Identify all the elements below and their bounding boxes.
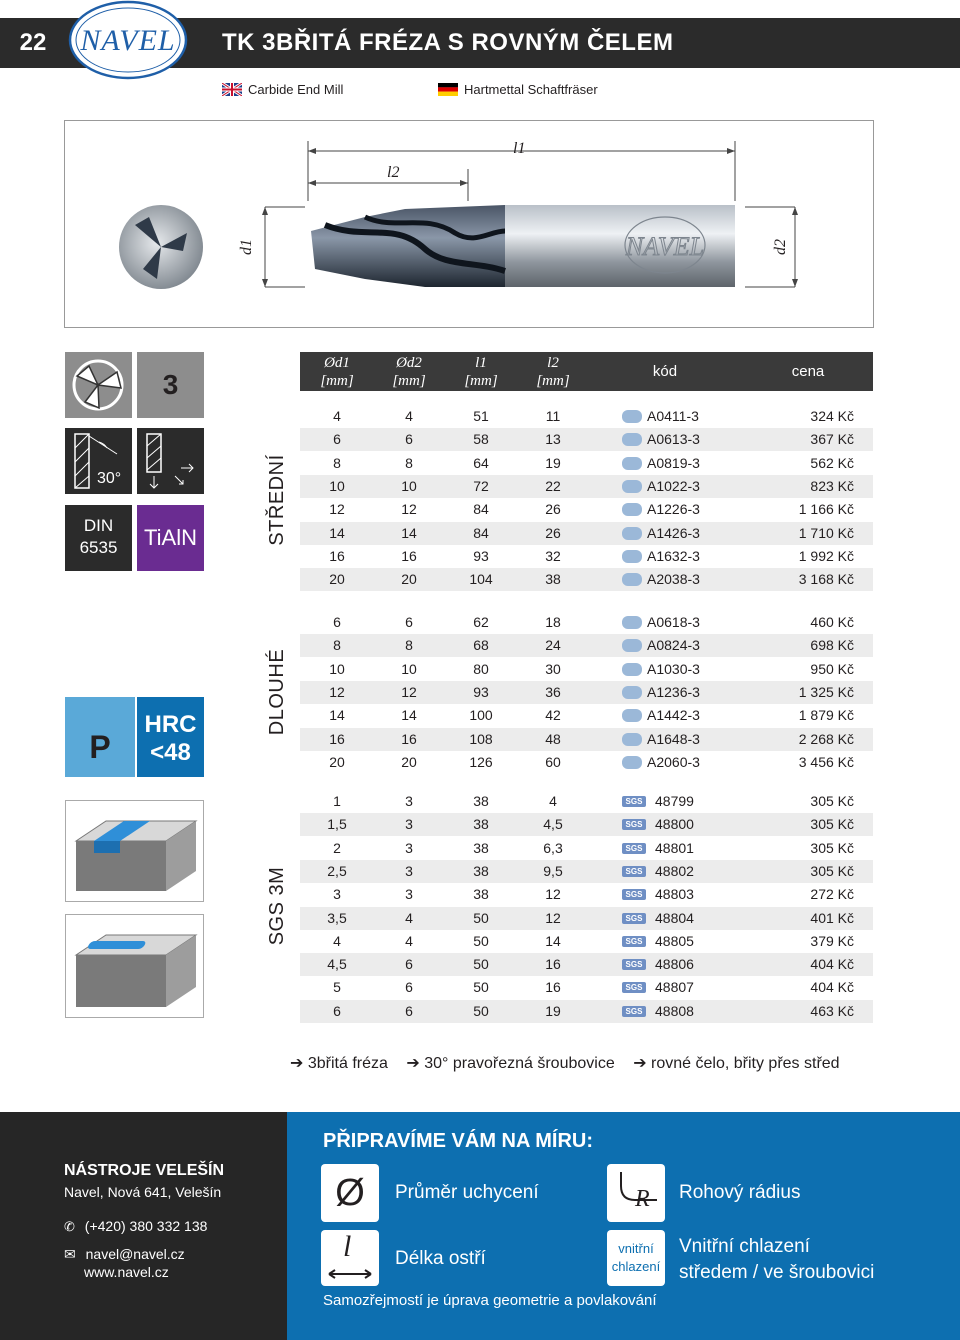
sgs-icon: SGS [622, 913, 646, 924]
cooling-label: Vnitřní chlazení středem / ve šroubovici [679, 1236, 875, 1283]
cell-d1: 14 [329, 707, 345, 724]
navel-icon [622, 527, 642, 540]
navel-icon [622, 457, 642, 470]
phone-icon: ✆ [64, 1219, 75, 1234]
cell-cena: 272 Kč [810, 886, 854, 903]
cell-l1: 100 [469, 707, 493, 724]
cell-d2: 3 [405, 793, 413, 809]
cell-d1: 5 [333, 979, 341, 996]
table-row [300, 611, 873, 634]
envelope-icon: ✉ [64, 1246, 76, 1262]
cell-kod: A0824-3 [647, 637, 700, 654]
cell-cena: 3 168 Kč [798, 571, 854, 588]
cell-d2: 6 [405, 431, 413, 448]
feature-item: 30° pravořezná šroubovice [424, 1055, 615, 1072]
cell-l2: 42 [545, 707, 561, 724]
cell-kod: A1226-3 [647, 501, 700, 518]
lang-de [438, 80, 598, 100]
company-address: Navel, Nová 641, Velešín [64, 1184, 222, 1200]
table-row [300, 837, 873, 860]
cell-l2: 16 [545, 979, 561, 996]
dim-d2: d2 [772, 239, 789, 255]
dim-l2: l2 [387, 164, 400, 181]
cell-l1: 38 [473, 793, 489, 809]
table-row [300, 860, 873, 883]
cell-d2: 10 [401, 660, 417, 677]
cell-l1: 93 [473, 683, 489, 700]
cell-l1: 108 [469, 730, 493, 747]
end-mill-image [311, 205, 735, 287]
slot-milling-icon [65, 800, 204, 902]
feature-item: rovné čelo, břity přes střed [651, 1055, 840, 1072]
cell-d1: 2,5 [327, 862, 347, 879]
page-header [0, 0, 960, 72]
page-title: TK 3BŘITÁ FRÉZA S ROVNÝM ČELEM [222, 29, 674, 56]
cell-l1: 38 [473, 862, 489, 879]
header-l1: l1 [mm] [464, 355, 498, 389]
cell-cena: 823 Kč [810, 477, 854, 494]
cell-l2: 13 [545, 431, 561, 448]
cell-cena: 404 Kč [810, 956, 854, 973]
header-l2: l2 [mm] [536, 355, 570, 389]
sgs-icon: SGS [622, 843, 646, 854]
cell-d1: 20 [329, 753, 345, 770]
cooling-icon: vnitřní chlazení [607, 1230, 665, 1286]
footer-custom [287, 1112, 960, 1340]
cell-l2: 12 [545, 909, 561, 926]
cell-l2: 6,3 [543, 839, 563, 856]
cell-l1: 68 [473, 637, 489, 654]
cell-kod: 48802 [655, 862, 694, 879]
cell-d2: 14 [401, 524, 417, 541]
cell-d2: 6 [405, 614, 413, 630]
table-row [300, 704, 873, 727]
table-row [300, 907, 873, 930]
cell-kod: A1632-3 [647, 547, 700, 564]
radius-icon: R [607, 1164, 665, 1222]
logo-text: NAVEL [80, 24, 176, 57]
dim-l1: l1 [513, 140, 526, 157]
cell-l2: 19 [545, 454, 561, 471]
table-row [300, 522, 873, 545]
navel-icon [622, 686, 642, 699]
phone-row [64, 1218, 207, 1235]
cell-l2: 26 [545, 501, 561, 518]
cell-d2: 8 [405, 637, 413, 654]
lang-en-label: Carbide End Mill [248, 82, 344, 97]
radius-label: Rohový rádius [679, 1182, 801, 1203]
cell-cena: 324 Kč [810, 408, 854, 424]
cell-cena: 3 456 Kč [798, 753, 854, 770]
shank-logo: NAVEL [625, 232, 705, 261]
cell-d2: 3 [405, 839, 413, 856]
cell-cena: 950 Kč [810, 660, 854, 677]
dim-d1: d1 [238, 239, 255, 255]
lang-de-label: Hartmettal Schaftfräser [464, 82, 598, 97]
cell-d1: 10 [329, 477, 345, 494]
cell-l1: 84 [473, 501, 489, 518]
cell-cena: 463 Kč [810, 1002, 854, 1019]
cell-l1: 64 [473, 454, 489, 471]
cell-d1: 16 [329, 730, 345, 747]
navel-icon [622, 480, 642, 493]
navel-icon [622, 733, 642, 746]
cell-d2: 6 [405, 956, 413, 973]
cell-l2: 4 [549, 793, 557, 809]
cell-kod: A2060-3 [647, 753, 700, 770]
table-row [300, 475, 873, 498]
cell-l1: 38 [473, 886, 489, 903]
cell-d1: 6 [333, 1002, 341, 1019]
cell-l1: 51 [473, 408, 489, 424]
cell-kod: A1426-3 [647, 524, 700, 541]
header-kod: kód [652, 363, 678, 380]
cell-l1: 84 [473, 524, 489, 541]
diameter-icon: Ø [321, 1164, 379, 1222]
cell-d1: 1,5 [327, 816, 347, 833]
table-row [300, 930, 873, 953]
cell-l1: 126 [469, 753, 493, 770]
cell-l1: 38 [473, 839, 489, 856]
uk-flag-icon [222, 82, 242, 95]
cell-l2: 36 [545, 683, 561, 700]
cell-cena: 460 Kč [810, 614, 854, 630]
cell-d1: 3,5 [327, 909, 347, 926]
material-group [65, 697, 135, 777]
table-row [300, 545, 873, 568]
table-row [300, 953, 873, 976]
sgs-icon: SGS [622, 796, 646, 807]
table-row [300, 452, 873, 475]
web-link[interactable]: www.navel.cz [84, 1264, 169, 1280]
sgs-icon: SGS [622, 819, 646, 830]
company-name: NÁSTROJE VELEŠÍN [64, 1162, 225, 1179]
cell-l1: 50 [473, 979, 489, 996]
cell-l2: 18 [545, 614, 561, 630]
cell-d2: 4 [405, 408, 413, 424]
cell-cena: 1 166 Kč [798, 501, 854, 518]
sgs-icon: SGS [622, 936, 646, 947]
cell-l1: 72 [473, 477, 489, 494]
feature-list [290, 1052, 930, 1076]
cell-kod: A0618-3 [647, 614, 700, 630]
cell-d2: 14 [401, 707, 417, 724]
cell-kod: A1236-3 [647, 683, 700, 700]
cell-d2: 20 [401, 571, 417, 588]
din-number: 6535 [79, 538, 118, 557]
hrc-label: HRC [144, 711, 197, 738]
sgs-icon: SGS [622, 889, 646, 900]
cell-kod: 48806 [655, 956, 694, 973]
navel-icon [622, 756, 642, 769]
cell-d1: 8 [333, 637, 341, 654]
cell-l1: 104 [469, 571, 493, 588]
page-number: 22 [19, 29, 47, 56]
cell-cena: 1 879 Kč [798, 707, 854, 724]
table-row [300, 1000, 873, 1023]
cell-d1: 4 [333, 932, 341, 949]
cell-d1: 12 [329, 501, 345, 518]
cell-kod: 48801 [655, 839, 694, 856]
cell-kod: A2038-3 [647, 571, 700, 588]
table-row [300, 976, 873, 999]
cell-kod: 48800 [655, 816, 694, 833]
table-row [300, 498, 873, 521]
helix-angle: 30° [97, 470, 122, 487]
footer-contact [0, 1112, 287, 1340]
german-flag-icon [438, 82, 458, 95]
cell-l2: 4,5 [543, 816, 563, 833]
cell-cena: 1 710 Kč [798, 524, 854, 541]
cell-d1: 3 [333, 886, 341, 903]
cell-d2: 8 [405, 454, 413, 471]
diameter-label: Průměr uchycení [395, 1182, 539, 1203]
cell-l1: 58 [473, 431, 489, 448]
cell-d1: 6 [333, 614, 341, 630]
cell-l1: 50 [473, 956, 489, 973]
cell-cena: 698 Kč [810, 637, 854, 654]
table-row [300, 728, 873, 751]
navel-logo [66, 0, 190, 80]
cell-cena: 305 Kč [810, 839, 854, 856]
end-view-icon [119, 205, 203, 289]
sgs-icon: SGS [622, 1006, 646, 1017]
phone-number[interactable]: (+420) 380 332 138 [84, 1218, 208, 1234]
lang-en [222, 80, 343, 100]
cell-d1: 14 [329, 524, 345, 541]
cell-d1: 1 [333, 793, 341, 809]
table-row [300, 813, 873, 836]
coating-badge: TiAlN [137, 505, 204, 571]
cell-d1: 2 [333, 839, 341, 856]
cell-d2: 10 [401, 477, 417, 494]
length-icon: l [321, 1230, 379, 1286]
header-cena: cena [791, 363, 825, 380]
cell-l2: 11 [545, 408, 561, 424]
sgs-icon: SGS [622, 866, 646, 877]
cell-l2: 9,5 [543, 862, 563, 879]
navel-icon [622, 616, 642, 629]
table-header [300, 352, 873, 391]
cell-d2: 3 [405, 886, 413, 903]
cell-l1: 93 [473, 547, 489, 564]
cell-l1: 50 [473, 909, 489, 926]
cell-d1: 12 [329, 683, 345, 700]
cell-kod: A1648-3 [647, 730, 700, 747]
cell-kod: 48805 [655, 932, 694, 949]
navel-icon [622, 573, 642, 586]
section-label-stredni: STŘEDNÍ [266, 454, 288, 546]
cell-cena: 562 Kč [810, 454, 854, 471]
header-d1: Ød1 [mm] [320, 355, 354, 389]
table-row [300, 568, 873, 591]
sgs-icon: SGS [622, 959, 646, 970]
cell-cena: 305 Kč [810, 816, 854, 833]
cell-d2: 3 [405, 862, 413, 879]
cell-d1: 6 [333, 431, 341, 448]
cell-kod: 48808 [655, 1002, 694, 1019]
tool-drawing [64, 120, 874, 328]
flute-count: 3 [137, 352, 204, 418]
three-flute-icon [65, 352, 132, 418]
arrow-icon: ➔ [406, 1055, 420, 1072]
cell-d1: 20 [329, 571, 345, 588]
cell-d2: 6 [405, 979, 413, 996]
cell-d2: 4 [405, 932, 413, 949]
pocket-milling-icon [65, 914, 204, 1018]
cell-l2: 38 [545, 571, 561, 588]
cell-cena: 367 Kč [810, 431, 854, 448]
din-standard [65, 505, 132, 571]
helix-angle-icon [65, 428, 132, 494]
cell-cena: 2 268 Kč [798, 730, 854, 747]
table-row [300, 883, 873, 906]
cell-l1: 50 [473, 1002, 489, 1019]
table-row [300, 658, 873, 681]
cell-cena: 404 Kč [810, 979, 854, 996]
cell-l2: 12 [545, 886, 561, 903]
cell-kod: 48807 [655, 979, 694, 996]
cell-l1: 50 [473, 932, 489, 949]
cell-kod: 48799 [655, 793, 694, 809]
cell-cena: 401 Kč [810, 909, 854, 926]
cell-l2: 16 [545, 956, 561, 973]
cell-d2: 16 [401, 547, 417, 564]
cell-d2: 3 [405, 816, 413, 833]
cell-cena: 379 Kč [810, 932, 854, 949]
email-link[interactable]: navel@navel.cz [85, 1246, 185, 1262]
cell-d2: 12 [401, 683, 417, 700]
cell-d2: 16 [401, 730, 417, 747]
hrc-value: <48 [150, 739, 191, 766]
cell-kod: 48804 [655, 909, 694, 926]
cell-l2: 48 [545, 730, 561, 747]
feature-item: 3břitá fréza [307, 1055, 388, 1072]
navel-icon [622, 663, 642, 676]
navel-icon [622, 433, 642, 446]
cell-cena: 305 Kč [810, 793, 854, 809]
cell-l2: 22 [545, 477, 561, 494]
cell-kod: A0819-3 [647, 454, 700, 471]
table-row [300, 790, 873, 813]
cell-l2: 32 [545, 547, 561, 564]
cell-kod: A0411-3 [647, 408, 699, 424]
cell-l1: 80 [473, 660, 489, 677]
din-label: DIN [83, 516, 114, 535]
cell-l2: 14 [545, 932, 561, 949]
cell-d2: 4 [405, 909, 413, 926]
cell-kod: A1030-3 [647, 660, 700, 677]
center-cutting-icon [137, 428, 204, 494]
navel-icon [622, 503, 642, 516]
cell-d1: 16 [329, 547, 345, 564]
footer-note: Samozřejmostí je úprava geometrie a povlakování [323, 1292, 657, 1309]
cell-l2: 30 [545, 660, 561, 677]
cell-d1: 4 [333, 408, 341, 424]
cell-cena: 1 325 Kč [798, 683, 854, 700]
custom-title: PŘIPRAVÍME VÁM NA MÍRU: [323, 1130, 593, 1152]
table-row [300, 751, 873, 774]
cell-cena: 305 Kč [810, 862, 854, 879]
cell-l2: 19 [545, 1002, 561, 1019]
cell-d1: 4,5 [327, 956, 347, 973]
email-row [64, 1246, 185, 1263]
cell-d2: 12 [401, 501, 417, 518]
table-row [300, 681, 873, 704]
navel-icon [622, 410, 642, 423]
navel-icon [622, 639, 642, 652]
cell-l2: 26 [545, 524, 561, 541]
cell-kod: A1022-3 [647, 477, 700, 494]
sgs-icon: SGS [622, 982, 646, 993]
cell-d1: 10 [329, 660, 345, 677]
cell-kod: 48803 [655, 886, 694, 903]
section-label-sgs: SGS 3M [266, 866, 288, 946]
hardness-badge [137, 697, 204, 777]
cell-l2: 24 [545, 637, 561, 654]
arrow-icon: ➔ [290, 1055, 304, 1072]
cell-kod: A0613-3 [647, 431, 700, 448]
cell-l1: 38 [473, 816, 489, 833]
navel-icon [622, 709, 642, 722]
navel-icon [622, 550, 642, 563]
cell-d1: 8 [333, 454, 341, 471]
header-d2: Ød2 [mm] [392, 355, 426, 389]
table-row [300, 405, 873, 428]
table-row [300, 428, 873, 451]
cell-d2: 6 [405, 1002, 413, 1019]
cell-kod: A1442-3 [647, 707, 700, 724]
section-label-dlouhe: DLOUHÉ [266, 648, 288, 736]
material-p: P [89, 729, 111, 765]
cell-l1: 62 [473, 614, 489, 630]
cell-d2: 20 [401, 753, 417, 770]
cell-cena: 1 992 Kč [798, 547, 854, 564]
cell-l2: 60 [545, 753, 561, 770]
table-row [300, 634, 873, 657]
arrow-icon: ➔ [633, 1055, 647, 1072]
length-label: Délka ostří [395, 1248, 486, 1269]
